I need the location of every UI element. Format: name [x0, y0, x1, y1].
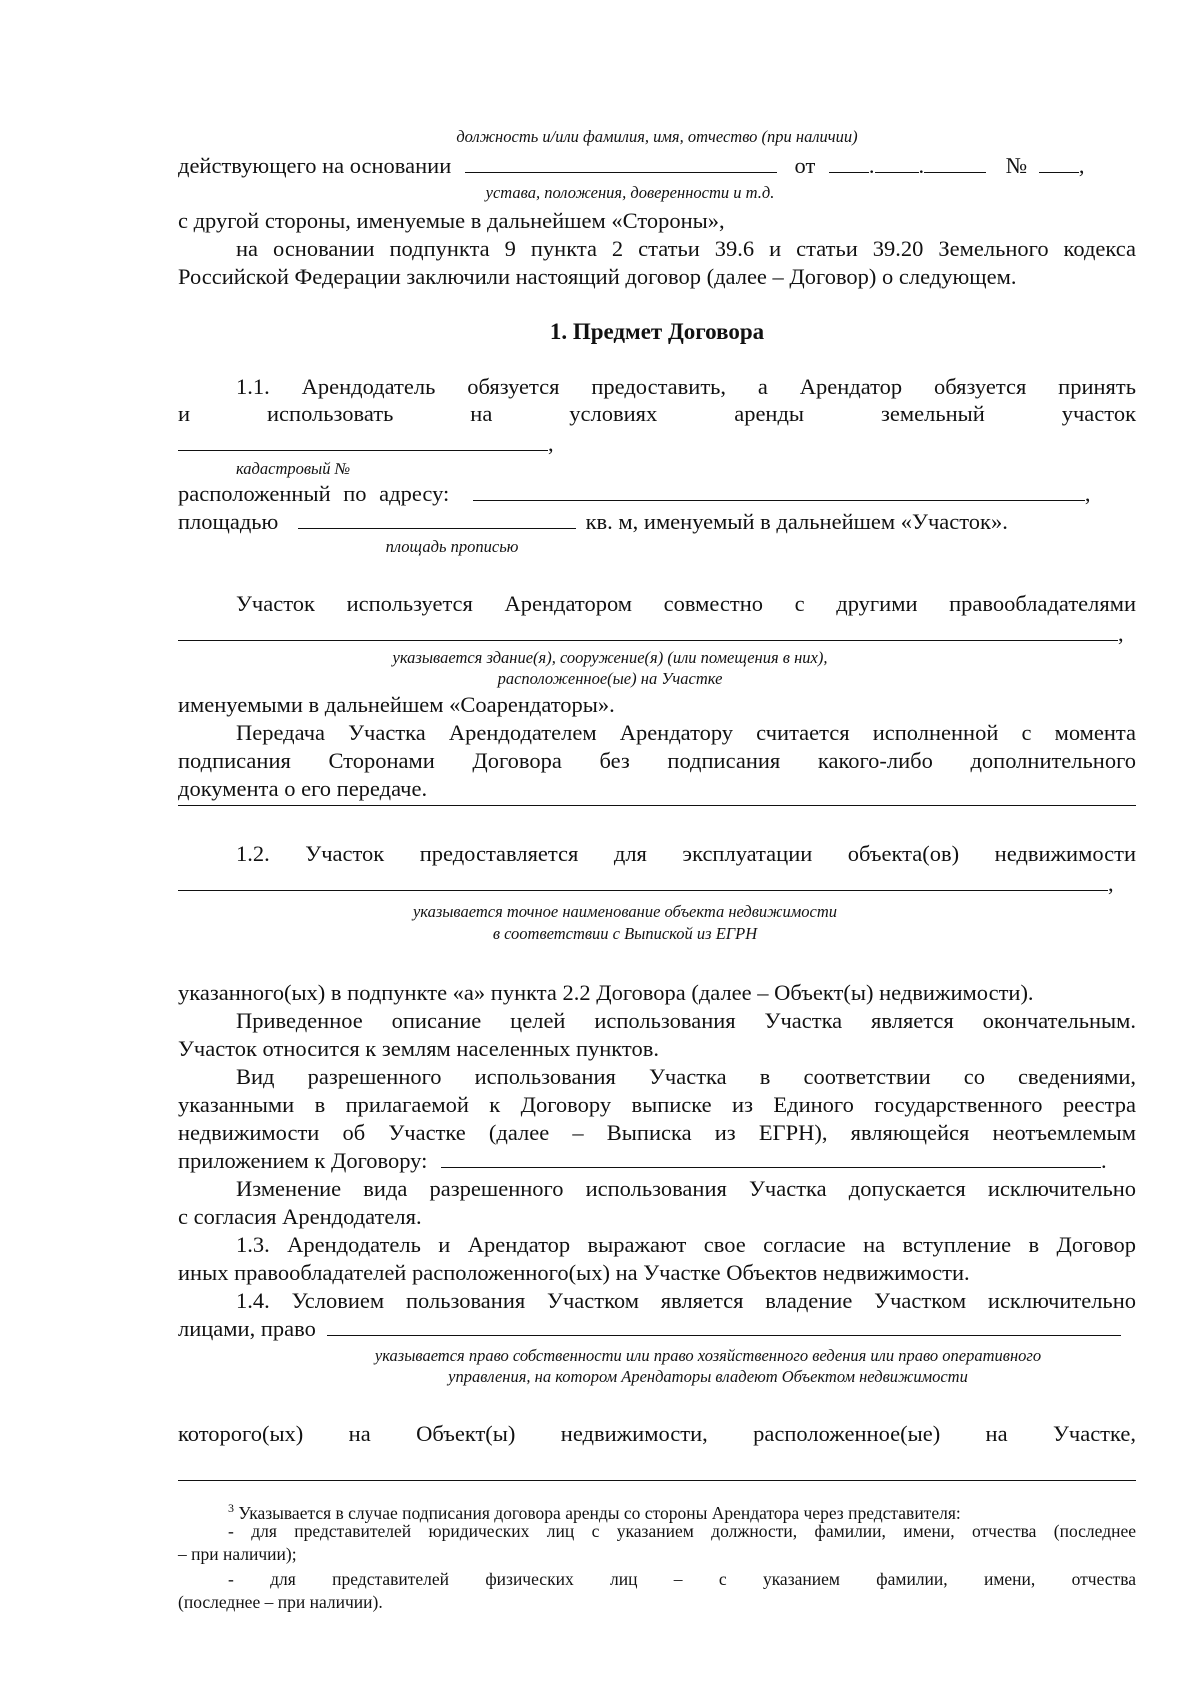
- caption-area: площадь прописью: [385, 537, 519, 556]
- which-line: которого(ых) на Объект(ы) недвижимости, расположенное(ые) на Участке,: [178, 1421, 1136, 1446]
- other-side-line: с другой стороны, именуемые в дальнейшем «Стороны»,: [178, 208, 725, 233]
- kind-line-2: указанными в прилагаемой к Договору выписке из Единого государственного реестра: [178, 1092, 1136, 1117]
- basis-label: действующего на основании: [178, 153, 452, 178]
- buildings-line: [178, 620, 1136, 648]
- purpose-line-1: Приведенное описание целей использования Участка является окончательным.: [236, 1008, 1136, 1033]
- joint-use-line: Участок используется Арендатором совместно с другими правообладателями: [236, 591, 1136, 616]
- basis-comma: ,: [1078, 153, 1085, 178]
- transfer-line-3: документа о его передаче.: [178, 776, 428, 801]
- caption-buildings-2: расположенное(ые) на Участке: [497, 669, 723, 688]
- kind-line-3: недвижимости об Участке (далее – Выписка из ЕГРН), являющейся неотъемлемым: [178, 1120, 1136, 1145]
- object-line: [178, 870, 1136, 898]
- section-title: 1. Предмет Договора: [549, 319, 765, 344]
- footnote-line-3: – при наличии);: [178, 1544, 297, 1564]
- clause-1-4-line-2: [178, 1315, 1136, 1343]
- basis-day-field[interactable]: [829, 152, 869, 173]
- date-separator: .: [868, 153, 875, 178]
- footnote-mark: 3: [228, 1501, 234, 1515]
- right-field[interactable]: [327, 1315, 1121, 1336]
- clause-1-3-line-2: иных правообладателей расположенного(ых) на Участке Объектов недвижимости.: [178, 1260, 970, 1285]
- object-comma: ,: [1108, 871, 1114, 896]
- address-line: [178, 480, 1136, 508]
- indicated-line: указанного(ых) в подпункте «а» пункта 2.2 Договора (далее – Объект(ы) недвижимости).: [178, 980, 1034, 1005]
- kind-line-4: [178, 1147, 1136, 1175]
- clause-1-1-line-2: и использовать на условиях аренды земельный участок: [178, 401, 1136, 426]
- address-label: расположенный по адресу:: [178, 481, 450, 506]
- clause-1-3-line-1: 1.3. Арендодатель и Арендатор выражают свое согласие на вступление в Договор: [236, 1232, 1136, 1257]
- footnote-line-5: (последнее – при наличии).: [178, 1592, 383, 1612]
- area-rest: кв. м, именуемый в дальнейшем «Участок».: [585, 509, 1008, 534]
- caption-object-1: указывается точное наименование объекта недвижимости: [412, 902, 838, 921]
- basis-line: [178, 152, 1136, 180]
- basis-from-label: от: [794, 153, 816, 178]
- cadastral-number-field[interactable]: [178, 430, 548, 451]
- address-field[interactable]: [473, 480, 1085, 501]
- cadastral-line: [178, 430, 1136, 458]
- right-label: лицами, право: [178, 1316, 316, 1341]
- clause-1-1-line-1: 1.1. Арендодатель обязуется предоставить, а Арендатор обязуется принять: [236, 374, 1136, 399]
- date-separator: .: [918, 153, 925, 178]
- caption-cadastral: кадастровый №: [236, 459, 351, 478]
- basis-number-field[interactable]: [1039, 152, 1079, 173]
- purpose-line-2: Участок относится к землям населенных пунктов.: [178, 1036, 659, 1061]
- caption-object-2: в соответствии с Выпиской из ЕГРН: [492, 924, 758, 943]
- caption-buildings-1: указывается здание(я), сооружение(я) (или помещения в них),: [392, 648, 828, 667]
- caption-position-name: должность и/или фамилия, имя, отчество (при наличии): [456, 127, 858, 146]
- basis-document-field[interactable]: [465, 152, 777, 173]
- buildings-comma: ,: [1118, 621, 1124, 646]
- basis-number-label: №: [1005, 153, 1028, 178]
- intro-line-2: Российской Федерации заключили настоящий договор (далее – Договор) о следующем.: [178, 264, 1017, 289]
- change-line-1: Изменение вида разрешенного использования Участка допускается исключительно: [236, 1176, 1136, 1201]
- area-line: [178, 508, 1136, 536]
- caption-right-1: указывается право собственности или право хозяйственного ведения или право оперативного: [374, 1346, 1042, 1365]
- co-tenants-line: именуемыми в дальнейшем «Соарендаторы».: [178, 692, 615, 717]
- kind-period: .: [1101, 1148, 1107, 1173]
- footnote-line-2: - для представителей юридических лиц с указанием должности, фамилии, имени, отчества (последнее: [228, 1521, 1136, 1541]
- divider-line: [178, 805, 1136, 806]
- object-name-field[interactable]: [178, 870, 1108, 891]
- area-label: площадью: [178, 509, 279, 534]
- basis-year-field[interactable]: [924, 152, 986, 173]
- transfer-line-1: Передача Участка Арендодателем Арендатору считается исполненной с момента: [236, 720, 1136, 745]
- change-line-2: с согласия Арендодателя.: [178, 1204, 422, 1229]
- basis-month-field[interactable]: [875, 152, 919, 173]
- transfer-line-2: подписания Сторонами Договора без подписания какого-либо дополнительного: [178, 748, 1136, 773]
- area-field[interactable]: [298, 508, 576, 529]
- address-comma: ,: [1084, 481, 1091, 506]
- kind-line-1: Вид разрешенного использования Участка в соответствии со сведениями,: [236, 1064, 1136, 1089]
- caption-right-2: управления, на котором Арендаторы владеют Объектом недвижимости: [448, 1367, 968, 1386]
- cadastral-comma: ,: [548, 431, 554, 456]
- buildings-field[interactable]: [178, 620, 1118, 641]
- clause-1-2-line-1: 1.2. Участок предоставляется для эксплуатации объекта(ов) недвижимости: [236, 841, 1136, 866]
- footnote-line-4: - для представителей физических лиц – с указанием фамилии, имени, отчества: [228, 1569, 1136, 1589]
- permitted-use-field[interactable]: [441, 1147, 1101, 1168]
- clause-1-4-line-1: 1.4. Условием пользования Участком является владение Участком исключительно: [236, 1288, 1136, 1313]
- footnote-text-1: Указывается в случае подписания договора аренды со стороны Арендатора через представителя:: [238, 1502, 961, 1523]
- intro-line-1: на основании подпункта 9 пункта 2 статьи 39.6 и статьи 39.20 Земельного кодекса: [236, 236, 1136, 261]
- caption-basis-document: устава, положения, доверенности и т.д.: [485, 183, 775, 202]
- kind-label: приложением к Договору:: [178, 1148, 428, 1173]
- footnote-separator: [178, 1480, 1136, 1481]
